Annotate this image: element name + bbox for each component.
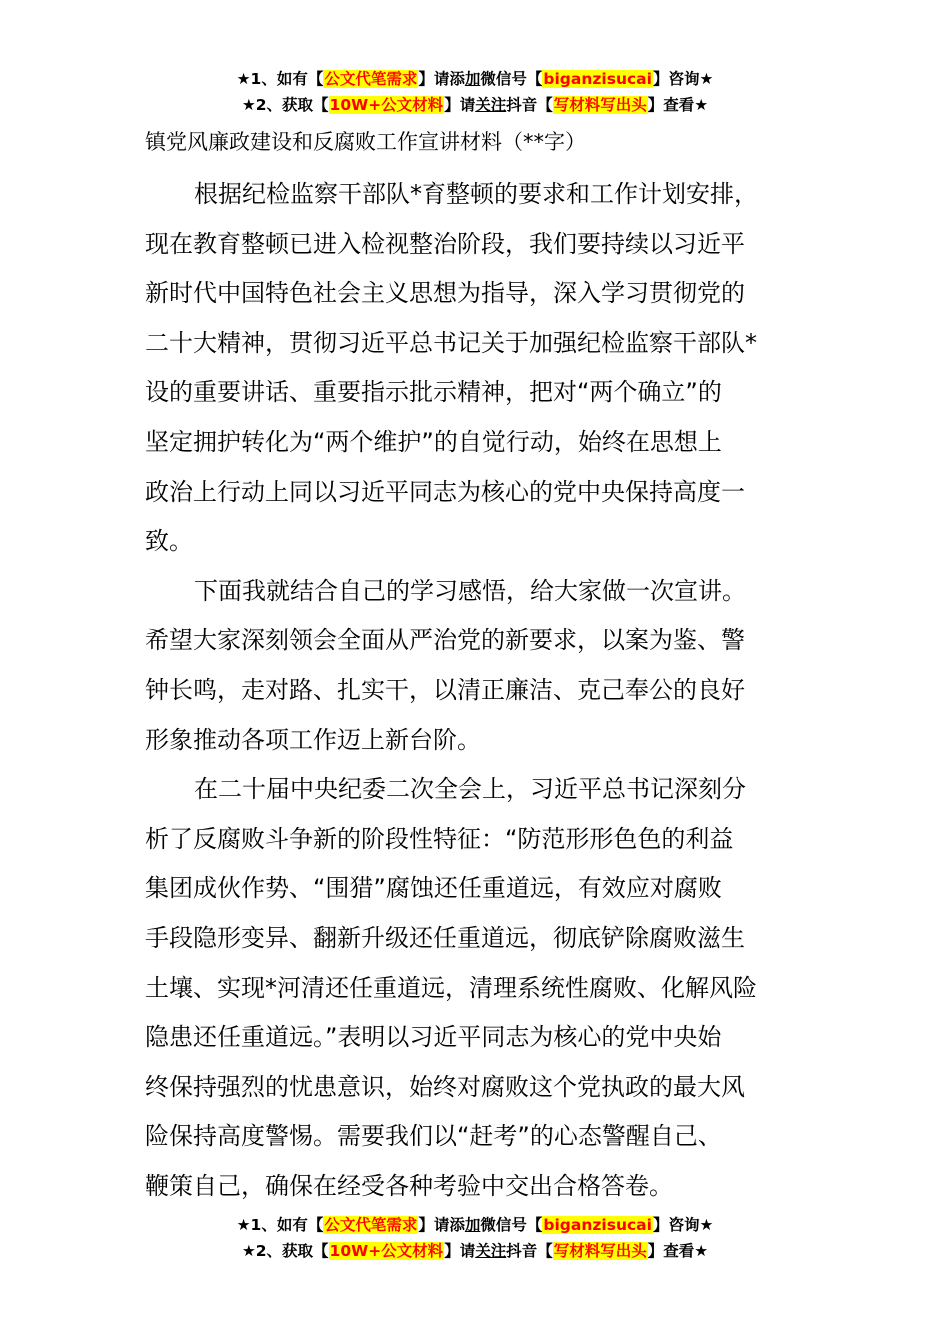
paragraph-line: 鞭策自己，确保在经受各种考验中交出合格答卷。 (145, 1171, 673, 1200)
promo-text: 】咨询★ (652, 1216, 714, 1234)
promo-text: 抖音【 (506, 96, 553, 114)
promo-underlined-text: 加 (464, 70, 481, 88)
promo-text: ★1、如有【 (236, 70, 324, 88)
paragraph-line: 析了反腐败斗争新的阶段性特征：“防范形形色色的利益 (145, 824, 734, 853)
paragraph-line: 坚定拥护转化为“两个维护”的自觉行动，始终在思想上 (145, 427, 722, 456)
promo-highlight: 10W+公文材料 (329, 96, 444, 114)
paragraph-line: 形象推动各项工作迈上新台阶。 (145, 725, 481, 754)
promo-text: 微信号【 (480, 1216, 543, 1234)
promo-text: ★2、获取【 (241, 96, 329, 114)
document-title: 镇党风廉政建设和反腐败工作宣讲材料（**字） (145, 130, 586, 154)
promo-line-1 (0, 66, 950, 92)
paragraph-line: 现在教育整顿已进入检视整治阶段，我们要持续以习近平 (145, 229, 745, 258)
paragraph-line: 根据纪检监察干部队*育整顿的要求和工作计划安排， (194, 180, 758, 208)
paragraph-line: 设的重要讲话、重要指示批示精神，把对“两个确立”的 (145, 378, 722, 407)
promo-underlined-text: 关注 (475, 1242, 507, 1260)
paragraph-2 (145, 567, 805, 765)
promo-line-2 (0, 1238, 950, 1264)
paragraph-3 (145, 765, 805, 1211)
paragraph-line: 终保持强烈的忧患意识，始终对腐败这个党执政的最大风 (145, 1072, 745, 1101)
paragraph-line: 政治上行动上同以习近平同志为核心的党中央保持高度一 (145, 477, 745, 506)
document-body (145, 122, 805, 1211)
promo-text: 】请添 (418, 70, 465, 88)
promo-highlight: 10W+公文材料 (329, 1242, 444, 1260)
promo-text: 】查看★ (647, 96, 709, 114)
paragraph-line: 集团成伙作势、“围猎”腐蚀还任重道远，有效应对腐败 (145, 874, 722, 903)
promo-highlight: biganzisucai (543, 1216, 652, 1234)
promo-banner-bottom (0, 1212, 950, 1264)
promo-text: 】查看★ (647, 1242, 709, 1260)
paragraph-line: 下面我就结合自己的学习感悟，给大家做一次宣讲。 (194, 576, 746, 605)
promo-line-2 (0, 92, 950, 118)
promo-banner-top (0, 66, 950, 118)
promo-text: 】请 (444, 96, 476, 114)
promo-text: 】请 (444, 1242, 476, 1260)
paragraph-line: 隐患还任重道远。”表明以习近平同志为核心的党中央始 (145, 1023, 722, 1052)
paragraph-line: 钟长鸣，走对路、扎实干，以清正廉洁、克己奉公的良好 (145, 675, 745, 704)
paragraph-1 (145, 170, 805, 567)
promo-text: 微信号【 (480, 70, 543, 88)
promo-highlight: 写材料写出头 (553, 1242, 647, 1260)
promo-underlined-text: 加 (464, 1216, 481, 1234)
promo-text: 】请添 (418, 1216, 465, 1234)
paragraph-line: 致。 (145, 527, 193, 556)
paragraph-line: 手段隐形变异、翻新升级还任重道远，彻底铲除腐败滋生 (145, 923, 745, 952)
paragraph-line: 险保持高度警惕。需要我们以“赶考”的心态警醒自己、 (145, 1122, 722, 1151)
paragraph-line: 在二十届中央纪委二次全会上，习近平总书记深刻分 (194, 775, 746, 804)
paragraph-line: 土壤、实现*河清还任重道远，清理系统性腐败、化解风险 (145, 973, 757, 1002)
promo-text: 抖音【 (506, 1242, 553, 1260)
promo-highlight: 公文代笔需求 (324, 1216, 418, 1234)
promo-text: ★2、获取【 (241, 1242, 329, 1260)
promo-text: 】咨询★ (652, 70, 714, 88)
promo-highlight: 写材料写出头 (553, 96, 647, 114)
paragraph-line: 二十大精神，贯彻习近平总书记关于加强纪检监察干部队* (145, 328, 757, 357)
promo-highlight: biganzisucai (543, 70, 652, 88)
paragraph-line: 新时代中国特色社会主义思想为指导，深入学习贯彻党的 (145, 279, 745, 308)
promo-text: ★1、如有【 (236, 1216, 324, 1234)
promo-highlight: 公文代笔需求 (324, 70, 418, 88)
promo-underlined-text: 关注 (475, 96, 507, 114)
promo-line-1 (0, 1212, 950, 1238)
paragraph-line: 希望大家深刻领会全面从严治党的新要求，以案为鉴、警 (145, 626, 745, 655)
